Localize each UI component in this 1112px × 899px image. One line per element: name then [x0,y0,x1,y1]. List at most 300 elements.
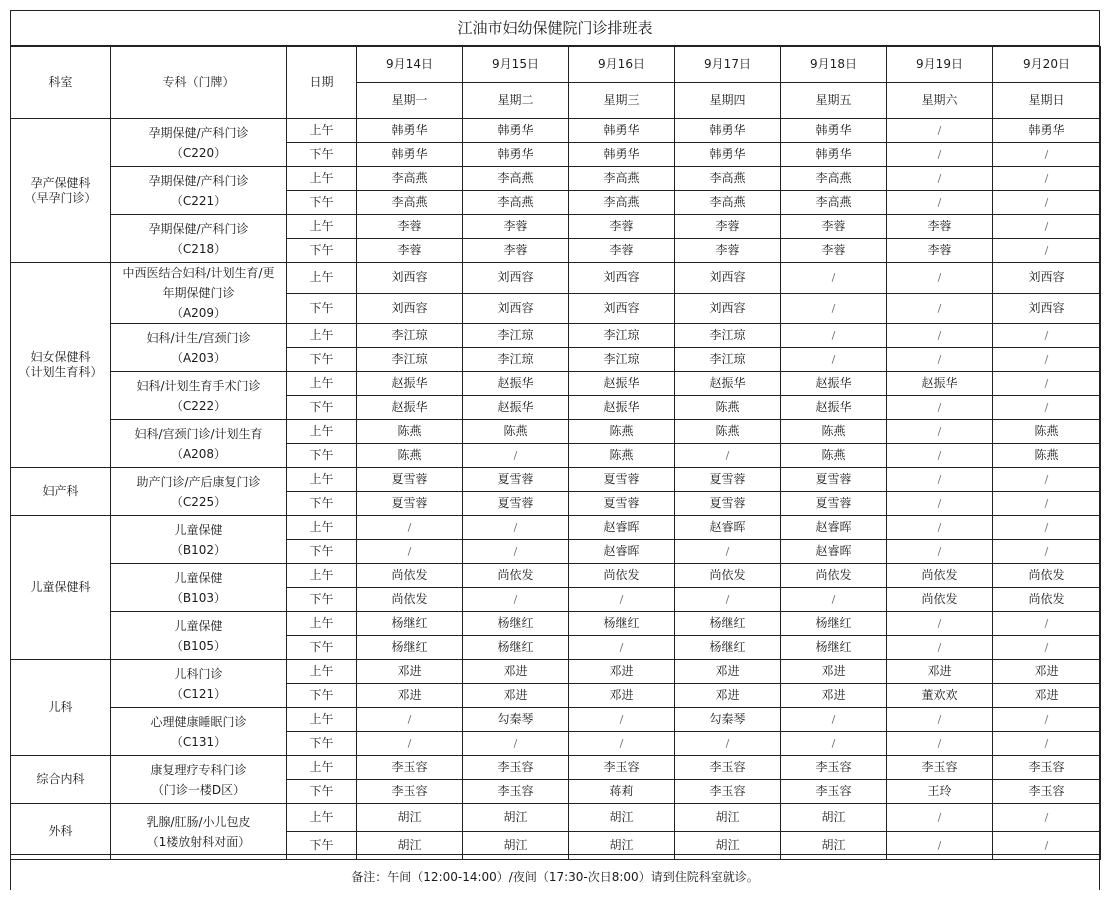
doctor-cell: 赵睿晖 [781,516,887,540]
doctor-cell: 胡江 [675,832,781,860]
schedule-row [11,468,1101,492]
session-cell: 下午 [287,732,357,756]
session-cell: 下午 [287,239,357,263]
clinic-name-line: 儿童保健 [174,522,223,537]
doctor-cell: 韩勇华 [569,143,675,167]
doctor-cell: 李蓉 [781,239,887,263]
doctor-cell: 李高燕 [781,191,887,215]
empty-slot-cell: / [781,732,887,756]
clinic-name-line: （B105） [170,638,227,653]
weekday-cell: 星期三 [569,83,675,119]
doctor-cell: 邓进 [887,660,993,684]
clinic-name-line: 心理健康睡眠门诊 [150,714,247,729]
doctor-cell: 邓进 [569,660,675,684]
empty-slot-cell: / [993,348,1101,372]
empty-slot-cell: / [887,348,993,372]
session-cell: 上午 [287,372,357,396]
date-cell: 9月20日 [993,47,1101,83]
clinic-name-line: （C131） [170,734,227,749]
doctor-cell: 杨继红 [463,612,569,636]
doctor-cell: 夏雪蓉 [675,468,781,492]
doctor-cell: 李玉容 [463,756,569,780]
empty-slot-cell: / [993,239,1101,263]
schedule-row [11,804,1101,832]
empty-slot-cell: / [993,143,1101,167]
clinic-name-line: （B103） [170,590,227,605]
doctor-cell: 杨继红 [781,636,887,660]
doctor-cell: 胡江 [569,832,675,860]
doctor-cell: 刘西容 [357,293,463,324]
doctor-cell: 赵振华 [463,396,569,420]
empty-slot-cell: / [887,468,993,492]
doctor-cell: 赵振华 [463,372,569,396]
schedule-table [10,46,1101,860]
doctor-cell: 李玉容 [463,780,569,804]
weekday-cell: 星期四 [675,83,781,119]
department-name-line: 妇女保健科 [30,350,91,364]
clinic-name-line: （C218） [170,241,227,256]
clinic-cell [111,119,287,167]
doctor-cell: 陈燕 [993,444,1101,468]
empty-slot-cell: / [993,732,1101,756]
doctor-cell: 陈燕 [357,444,463,468]
session-cell: 上午 [287,119,357,143]
empty-slot-cell: / [993,540,1101,564]
doctor-cell: 邓进 [675,660,781,684]
doctor-cell: 李蓉 [887,239,993,263]
session-cell: 下午 [287,396,357,420]
empty-slot-cell: / [993,396,1101,420]
doctor-cell: 李高燕 [675,191,781,215]
clinic-name-line: （1楼放射科对面） [146,834,251,849]
empty-slot-cell: / [569,636,675,660]
clinic-name-line: （C225） [170,494,227,509]
empty-slot-cell: / [993,468,1101,492]
session-cell: 下午 [287,492,357,516]
department-name-line: 孕产保健科 [30,175,91,190]
session-cell: 上午 [287,324,357,348]
header-date: 日期 [287,47,357,119]
empty-slot-cell: / [993,804,1101,832]
doctor-cell: 李高燕 [463,167,569,191]
clinic-name-line: 孕期保健/产科门诊 [148,221,249,236]
doctor-cell: 陈燕 [357,420,463,444]
doctor-cell: 赵振华 [675,372,781,396]
schedule-row [11,372,1101,396]
schedule-row [11,420,1101,444]
empty-slot-cell: / [675,540,781,564]
empty-slot-cell: / [569,732,675,756]
empty-slot-cell: / [887,492,993,516]
doctor-cell: 李蓉 [357,239,463,263]
doctor-cell: 夏雪蓉 [569,468,675,492]
doctor-cell: 李蓉 [887,215,993,239]
session-cell: 上午 [287,564,357,588]
empty-slot-cell: / [887,420,993,444]
doctor-cell: 杨继红 [675,612,781,636]
empty-slot-cell: / [887,119,993,143]
session-cell: 上午 [287,708,357,732]
doctor-cell: 赵振华 [357,396,463,420]
doctor-cell: 陈燕 [993,420,1101,444]
date-cell: 9月16日 [569,47,675,83]
schedule-row [11,564,1101,588]
empty-slot-cell: / [887,540,993,564]
empty-slot-cell: / [463,540,569,564]
doctor-cell: 刘西容 [463,263,569,294]
doctor-cell: 陈燕 [675,396,781,420]
clinic-name-line: 孕期保健/产科门诊 [148,173,249,188]
empty-slot-cell: / [993,372,1101,396]
empty-slot-cell: / [357,540,463,564]
doctor-cell: 李蓉 [675,239,781,263]
doctor-cell: 李蓉 [781,215,887,239]
doctor-cell: 尚依发 [569,564,675,588]
doctor-cell: 李玉容 [675,756,781,780]
session-cell: 下午 [287,636,357,660]
session-cell: 上午 [287,660,357,684]
empty-slot-cell: / [781,263,887,294]
weekday-cell: 星期日 [993,83,1101,119]
department-name-line: 妇产科 [42,484,79,498]
doctor-cell: 董欢欢 [887,684,993,708]
session-cell: 上午 [287,167,357,191]
doctor-cell: 邓进 [463,660,569,684]
session-cell: 下午 [287,780,357,804]
empty-slot-cell: / [781,348,887,372]
empty-slot-cell: / [357,516,463,540]
doctor-cell: 李蓉 [569,215,675,239]
empty-slot-cell: / [675,732,781,756]
empty-slot-cell: / [887,832,993,860]
doctor-cell: 胡江 [781,832,887,860]
department-cell [11,468,111,516]
clinic-name-line: 儿童保健 [174,618,223,633]
doctor-cell: 李玉容 [781,780,887,804]
clinic-cell [111,372,287,420]
doctor-cell: 杨继红 [675,636,781,660]
doctor-cell: 李蓉 [357,215,463,239]
doctor-cell: 邓进 [569,684,675,708]
empty-slot-cell: / [887,167,993,191]
weekday-cell: 星期一 [357,83,463,119]
empty-slot-cell: / [675,444,781,468]
date-cell: 9月14日 [357,47,463,83]
doctor-cell: 李玉容 [357,780,463,804]
empty-slot-cell: / [463,516,569,540]
doctor-cell: 尚依发 [887,588,993,612]
clinic-cell [111,167,287,215]
doctor-cell: 胡江 [781,804,887,832]
clinic-name-line: 妇科/计生/宫颈门诊 [146,330,251,345]
empty-slot-cell: / [887,143,993,167]
department-name-line: （早孕门诊） [24,190,97,205]
empty-slot-cell: / [887,263,993,294]
empty-slot-cell: / [993,215,1101,239]
department-cell [11,119,111,263]
doctor-cell: 胡江 [463,804,569,832]
session-cell: 下午 [287,684,357,708]
doctor-cell: 勾秦琴 [463,708,569,732]
schedule-row [11,215,1101,239]
clinic-name-line: 康复理疗专科门诊 [150,762,247,777]
session-cell: 上午 [287,756,357,780]
doctor-cell: 陈燕 [569,420,675,444]
doctor-cell: 尚依发 [887,564,993,588]
doctor-cell: 王玲 [887,780,993,804]
doctor-cell: 李高燕 [357,191,463,215]
doctor-cell: 李高燕 [569,167,675,191]
empty-slot-cell: / [887,516,993,540]
doctor-cell: 尚依发 [993,588,1101,612]
doctor-cell: 韩勇华 [781,119,887,143]
doctor-cell: 韩勇华 [357,119,463,143]
doctor-cell: 韩勇华 [675,143,781,167]
doctor-cell: 杨继红 [357,636,463,660]
empty-slot-cell: / [887,636,993,660]
empty-slot-cell: / [887,612,993,636]
empty-slot-cell: / [993,612,1101,636]
session-cell: 上午 [287,215,357,239]
empty-slot-cell: / [569,588,675,612]
doctor-cell: 胡江 [357,804,463,832]
schedule-row [11,612,1101,636]
clinic-name-line: （C121） [170,686,227,701]
date-cell: 9月19日 [887,47,993,83]
doctor-cell: 夏雪蓉 [781,468,887,492]
doctor-cell: 胡江 [569,804,675,832]
doctor-cell: 李玉容 [993,756,1101,780]
doctor-cell: 尚依发 [781,564,887,588]
clinic-name-line: 助产门诊/产后康复门诊 [136,474,261,489]
empty-slot-cell: / [993,636,1101,660]
doctor-cell: 李高燕 [675,167,781,191]
empty-slot-cell: / [463,444,569,468]
clinic-name-line: 乳腺/肛肠/小儿包皮 [146,814,251,829]
empty-slot-cell: / [675,588,781,612]
empty-slot-cell: / [569,708,675,732]
clinic-cell [111,324,287,372]
doctor-cell: 夏雪蓉 [357,492,463,516]
clinic-name-line: 儿童保健 [174,570,223,585]
doctor-cell: 李玉容 [887,756,993,780]
doctor-cell: 韩勇华 [993,119,1101,143]
doctor-cell: 李玉容 [357,756,463,780]
department-name-line: 儿童保健科 [30,580,91,594]
doctor-cell: 夏雪蓉 [463,468,569,492]
footer-note: 备注：午间（12:00-14:00）/夜间（17:30-次日8:00）请到住院科室就诊。 [11,854,1099,899]
doctor-cell: 李江琼 [463,348,569,372]
doctor-cell: 韩勇华 [675,119,781,143]
doctor-cell: 勾秦琴 [675,708,781,732]
clinic-cell [111,468,287,516]
session-cell: 下午 [287,348,357,372]
clinic-name-line: 年期保健门诊 [162,286,235,300]
clinic-name-line: （A208） [170,446,227,461]
empty-slot-cell: / [781,324,887,348]
empty-slot-cell: / [357,732,463,756]
doctor-cell: 陈燕 [781,444,887,468]
doctor-cell: 李江琼 [463,324,569,348]
doctor-cell: 韩勇华 [781,143,887,167]
doctor-cell: 陈燕 [675,420,781,444]
clinic-cell [111,420,287,468]
doctor-cell: 邓进 [993,684,1101,708]
empty-slot-cell: / [463,732,569,756]
doctor-cell: 李蓉 [675,215,781,239]
clinic-name-line: （C220） [170,145,227,160]
clinic-name-line: （C221） [170,193,227,208]
schedule-row [11,263,1101,294]
doctor-cell: 李蓉 [463,215,569,239]
doctor-cell: 夏雪蓉 [463,492,569,516]
weekday-cell: 星期五 [781,83,887,119]
session-cell: 上午 [287,468,357,492]
clinic-name-line: 孕期保健/产科门诊 [148,125,249,140]
doctor-cell: 胡江 [463,832,569,860]
doctor-cell: 夏雪蓉 [781,492,887,516]
department-cell [11,516,111,660]
doctor-cell: 赵睿晖 [569,540,675,564]
empty-slot-cell: / [781,588,887,612]
session-cell: 下午 [287,143,357,167]
session-cell: 下午 [287,832,357,860]
clinic-name-line: （C222） [170,398,227,413]
doctor-cell: 邓进 [993,660,1101,684]
department-name-line: 儿科 [48,700,73,714]
department-name-line: 综合内科 [36,772,85,786]
doctor-cell: 尚依发 [993,564,1101,588]
schedule-row [11,660,1101,684]
doctor-cell: 夏雪蓉 [569,492,675,516]
doctor-cell: 胡江 [675,804,781,832]
doctor-cell: 李玉容 [569,756,675,780]
session-cell: 上午 [287,516,357,540]
empty-slot-cell: / [993,708,1101,732]
department-cell [11,756,111,804]
clinic-name-line: 儿科门诊 [174,666,223,681]
doctor-cell: 李江琼 [675,324,781,348]
doctor-cell: 李玉容 [993,780,1101,804]
doctor-cell: 刘西容 [993,263,1101,294]
session-cell: 上午 [287,420,357,444]
empty-slot-cell: / [993,167,1101,191]
doctor-cell: 邓进 [463,684,569,708]
doctor-cell: 赵睿晖 [675,516,781,540]
clinic-cell [111,660,287,708]
schedule-row [11,324,1101,348]
session-cell: 上午 [287,804,357,832]
doctor-cell: 夏雪蓉 [675,492,781,516]
doctor-cell: 李玉容 [675,780,781,804]
clinic-cell [111,756,287,804]
doctor-cell: 陈燕 [463,420,569,444]
session-cell: 下午 [287,588,357,612]
doctor-cell: 刘西容 [569,293,675,324]
doctor-cell: 尚依发 [675,564,781,588]
session-cell: 下午 [287,540,357,564]
schedule-row [11,756,1101,780]
empty-slot-cell: / [887,708,993,732]
session-cell: 下午 [287,293,357,324]
empty-slot-cell: / [781,293,887,324]
doctor-cell: 杨继红 [569,612,675,636]
doctor-cell: 赵振华 [781,372,887,396]
schedule-row [11,167,1101,191]
header-department: 科室 [11,47,111,119]
doctor-cell: 陈燕 [569,444,675,468]
schedule-row [11,516,1101,540]
weekday-cell: 星期二 [463,83,569,119]
empty-slot-cell: / [887,293,993,324]
doctor-cell: 李蓉 [569,239,675,263]
doctor-cell: 邓进 [357,660,463,684]
doctor-cell: 尚依发 [357,564,463,588]
doctor-cell: 赵睿晖 [569,516,675,540]
department-cell [11,660,111,756]
doctor-cell: 赵振华 [887,372,993,396]
empty-slot-cell: / [993,324,1101,348]
doctor-cell: 邓进 [357,684,463,708]
doctor-cell: 赵振华 [357,372,463,396]
doctor-cell: 李蓉 [463,239,569,263]
department-name-line: 外科 [48,824,73,838]
doctor-cell: 李江琼 [675,348,781,372]
clinic-name-line: （A209） [170,306,227,320]
doctor-cell: 赵振华 [569,372,675,396]
clinic-cell [111,804,287,860]
clinic-name-line: （门诊一楼D区） [151,782,246,797]
doctor-cell: 邓进 [781,684,887,708]
date-cell: 9月18日 [781,47,887,83]
doctor-cell: 李高燕 [463,191,569,215]
doctor-cell: 韩勇华 [357,143,463,167]
doctor-cell: 杨继红 [463,636,569,660]
empty-slot-cell: / [993,832,1101,860]
date-cell: 9月17日 [675,47,781,83]
doctor-cell: 邓进 [675,684,781,708]
doctor-cell: 李江琼 [357,348,463,372]
clinic-cell [111,564,287,612]
empty-slot-cell: / [887,324,993,348]
department-cell [11,804,111,860]
clinic-cell [111,516,287,564]
empty-slot-cell: / [993,191,1101,215]
doctor-cell: 胡江 [357,832,463,860]
schedule-row [11,119,1101,143]
doctor-cell: 韩勇华 [569,119,675,143]
empty-slot-cell: / [887,396,993,420]
clinic-cell [111,612,287,660]
clinic-name-line: 妇科/宫颈门诊/计划生育 [134,426,263,441]
empty-slot-cell: / [993,492,1101,516]
weekday-cell: 星期六 [887,83,993,119]
empty-slot-cell: / [887,804,993,832]
doctor-cell: 赵睿晖 [781,540,887,564]
clinic-cell [111,708,287,756]
doctor-cell: 李高燕 [569,191,675,215]
doctor-cell: 李玉容 [781,756,887,780]
header-specialty: 专科（门牌） [111,47,287,119]
empty-slot-cell: / [993,516,1101,540]
clinic-name-line: （B102） [170,542,227,557]
empty-slot-cell: / [463,588,569,612]
header-row-dates [11,47,1101,83]
doctor-cell: 刘西容 [569,263,675,294]
doctor-cell: 李江琼 [569,324,675,348]
clinic-name-line: 中西医结合妇科/计划生育/更 [122,266,275,280]
clinic-name-line: 妇科/计划生育手术门诊 [136,378,261,393]
